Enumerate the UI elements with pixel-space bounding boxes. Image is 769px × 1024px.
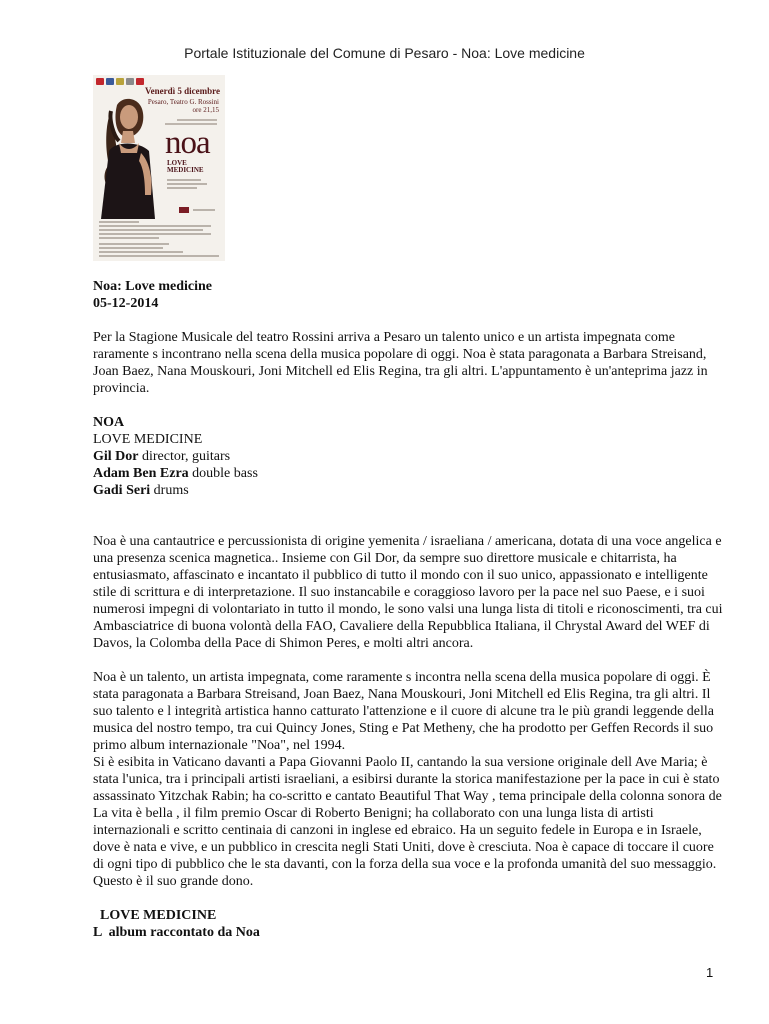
lineup-show-title: LOVE MEDICINE — [93, 432, 203, 447]
lineup-artist: NOA — [93, 415, 125, 430]
article-paragraph: Noa è una cantautrice e percussionista di origine yemenita / israeliana / americana, dotata di una voce angelica e una presenza scenica magnetica.. Insieme con Gil Dor, da sempre suo direttore musicale e chitarrista, ha entusiasmato, affascinato e incantato il pubblico di tutto il mondo con il suo unico, appassionato e intelligente stile di scrittura e di interpretazione. Il suo instancabile e coraggioso lavoro per la pace nel suo Paese, e i suoi numerosi impegni di volontariato in tutto il mondo, le sono valsi una lunga lista di titoli e riconoscimenti, tra cui Ambasciatrice di buona volontà della FAO, Cavaliere della Repubblica Italiana, il Chrystal Award del WEF di Davos, la Colomba della Pace di Shimon Peres, e molti altri ancora. — [93, 534, 723, 651]
lineup-member-role: drums — [150, 483, 189, 498]
sponsor-logo — [96, 78, 104, 85]
poster-fine-print — [99, 237, 159, 239]
poster-show-title-line: LOVE — [167, 159, 187, 167]
poster-fine-print — [99, 221, 139, 223]
lineup-member-name: Gadi Seri — [93, 483, 151, 498]
lineup-member — [93, 482, 725, 499]
article-body — [93, 278, 725, 941]
sponsor-logo — [116, 78, 124, 85]
poster-fine-print — [99, 225, 211, 227]
article-date: 05-12-2014 — [93, 296, 159, 311]
section-heading: LOVE MEDICINE — [93, 908, 217, 923]
poster-fine-print — [99, 251, 183, 253]
poster-fine-print — [99, 255, 219, 257]
page-number: 1 — [706, 965, 714, 980]
poster-show-title-line: MEDICINE — [167, 166, 204, 174]
article-title: Noa: Love medicine — [93, 279, 212, 294]
poster-small-print — [177, 119, 217, 121]
poster-venue-name: Pesaro, Teatro G. Rossini — [147, 98, 219, 106]
section-subheading: L album raccontato da Noa — [93, 925, 260, 940]
poster-artist-name: noa — [165, 125, 210, 161]
lineup-member — [93, 448, 725, 465]
poster-venue — [139, 98, 219, 114]
poster-fine-print — [99, 233, 211, 235]
concert-poster-image — [93, 75, 225, 261]
lineup-member-name: Adam Ben Ezra — [93, 466, 189, 481]
lineup-member-name: Gil Dor — [93, 449, 139, 464]
article-paragraph: Noa è un talento, un artista impegnata, come raramente s incontra nella scena della musica popolare di oggi. È stata paragonata a Barbara Streisand, Joan Baez, Nana Mouskouri, Joni Mitchell ed Elis Regina, tra gli altri. Il suo talento e l integrità artistica hanno catturato l'attenzione e il cuore di alcune tra le più grandi leggende della musica del nostro tempo, tra cui Quincy Jones, Sting e Pat Metheny, che ha prodotto per Geffen Records il suo primo album internazionale "Noa", nel 1994. — [93, 670, 714, 753]
poster-credits — [167, 187, 197, 189]
poster-fine-print — [99, 229, 203, 231]
poster-show-title — [167, 160, 204, 174]
poster-fine-print — [99, 243, 169, 245]
poster-time: ore 21,15 — [192, 106, 219, 114]
poster-fine-print — [99, 247, 163, 249]
sponsor-logo — [106, 78, 114, 85]
sponsor-logo — [136, 78, 144, 85]
lineup-member-role: director, guitars — [138, 449, 231, 464]
poster-footer-text — [193, 209, 215, 211]
lineup-member-role: double bass — [188, 466, 258, 481]
article-paragraph: Si è esibita in Vaticano davanti a Papa Giovanni Paolo II, cantando la sua versione originale dell Ave Maria; è stata l'unica, tra i principali artisti israeliani, a esibirsi durante la storica manifestazione per la pace in cui è stato assassinato Yitzchak Rabin; ha co-scritto e cantato Beautiful That Way , tema principale della colonna sonora de La vita è bella , il film premio Oscar di Roberto Benigni; ha collaborato con una lunga lista di artisti internazionali e scritto centinaia di canzoni in inglese ed ebraico. Ha un seguito fedele in Europa e in Israele, dove è nata e vive, e un pubblico in crescita negli Stati Uniti, dove è cresciuta. Noa è capace di toccare il cuore di ogni tipo di pubblico che le sta davanti, con la forza della sua voce e la profonda umanità del suo messaggio. Questo è il suo grande dono. — [93, 755, 722, 889]
poster-credits — [167, 179, 201, 181]
poster-date: Venerdì 5 dicembre — [145, 86, 220, 96]
sponsor-logo — [126, 78, 134, 85]
page-header-title: Portale Istituzionale del Comune di Pesaro - Noa: Love medicine — [184, 45, 585, 61]
poster-footer-logo — [179, 207, 189, 213]
poster-credits — [167, 183, 207, 185]
lineup-member — [93, 465, 725, 482]
poster-sponsor-logos — [96, 78, 144, 85]
article-intro-paragraph: Per la Stagione Musicale del teatro Rossini arriva a Pesaro un talento unico e un artista impegnata come raramente s incontrano nella scena della musica popolare di oggi. Noa è stata paragonata a Barbara Streisand, Joan Baez, Nana Mouskouri, Joni Mitchell ed Elis Regina, tra gli altri. L'appuntamento è un'anteprima jazz in provincia. — [93, 330, 708, 396]
